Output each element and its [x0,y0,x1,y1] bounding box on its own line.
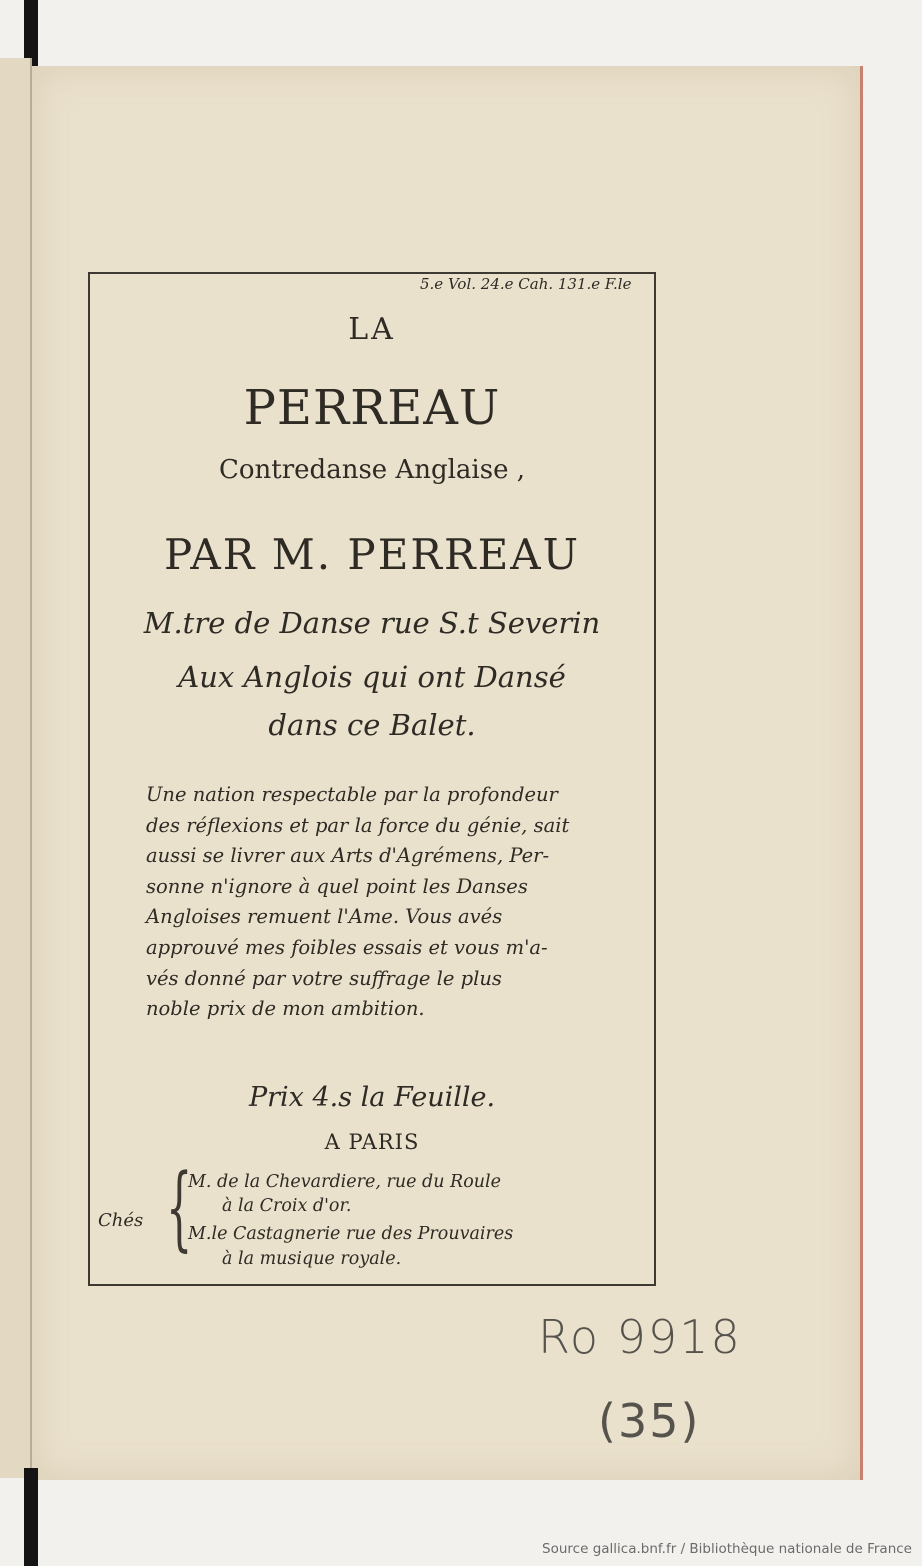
dedication-paragraph [146,780,636,1025]
author-address: M.tre de Danse rue S.t Severin [143,606,601,640]
dedication-line: Angloises remuent l'Ame. Vous avés [146,905,503,929]
dedication-line: approuvé mes foibles essais et vous m'a- [146,935,548,959]
facing-page-edge [0,58,32,1478]
dedication-line: Une nation respectable par la profondeur [146,783,558,806]
seller-address: M.le Castagnerie rue des Prouvaires [188,1224,514,1244]
dedication-line: noble prix de mon ambition. [146,997,425,1021]
dedication-heading-1: Aux Anglois qui ont Dansé [178,660,566,694]
seller-address: à la musique royale. [222,1249,402,1269]
subtitle: Contredanse Anglaise , [219,455,525,485]
imprint-place: A PARIS [324,1130,420,1154]
volume-reference: 5.e Vol. 24.e Cah. 131.e F.le [420,275,632,293]
main-title: PERREAU [243,380,501,436]
seller-address: M. de la Chevardiere, rue du Roule [188,1172,501,1192]
dedication-line: aussi se livrer aux Arts d'Agrémens, Per- [146,844,550,868]
curly-brace-ornament: { [166,1154,193,1261]
price-line: Prix 4.s la Feuille. [248,1082,496,1113]
binding-ribbon-bottom [24,1468,38,1566]
author-line: PAR M. PERREAU [164,530,580,579]
dedication-line: sonne n'ignore à quel point les Danses [146,874,528,898]
dedication-line: vés donné par votre suffrage le plus [146,966,502,990]
seller-address: à la Croix d'or. [222,1196,352,1216]
source-credit: Source gallica.bnf.fr / Bibliothèque nationale de France [542,1541,912,1557]
sellers-label: Chés [98,1210,144,1231]
shelfmark-number: (35) [598,1394,701,1448]
dedication-heading-2: dans ce Balet. [268,708,476,742]
dedication-line: des réflexions et par la force du génie, sait [146,813,570,837]
title-article: LA [348,312,396,347]
shelfmark-handwritten: Ro 9918 [538,1310,742,1364]
